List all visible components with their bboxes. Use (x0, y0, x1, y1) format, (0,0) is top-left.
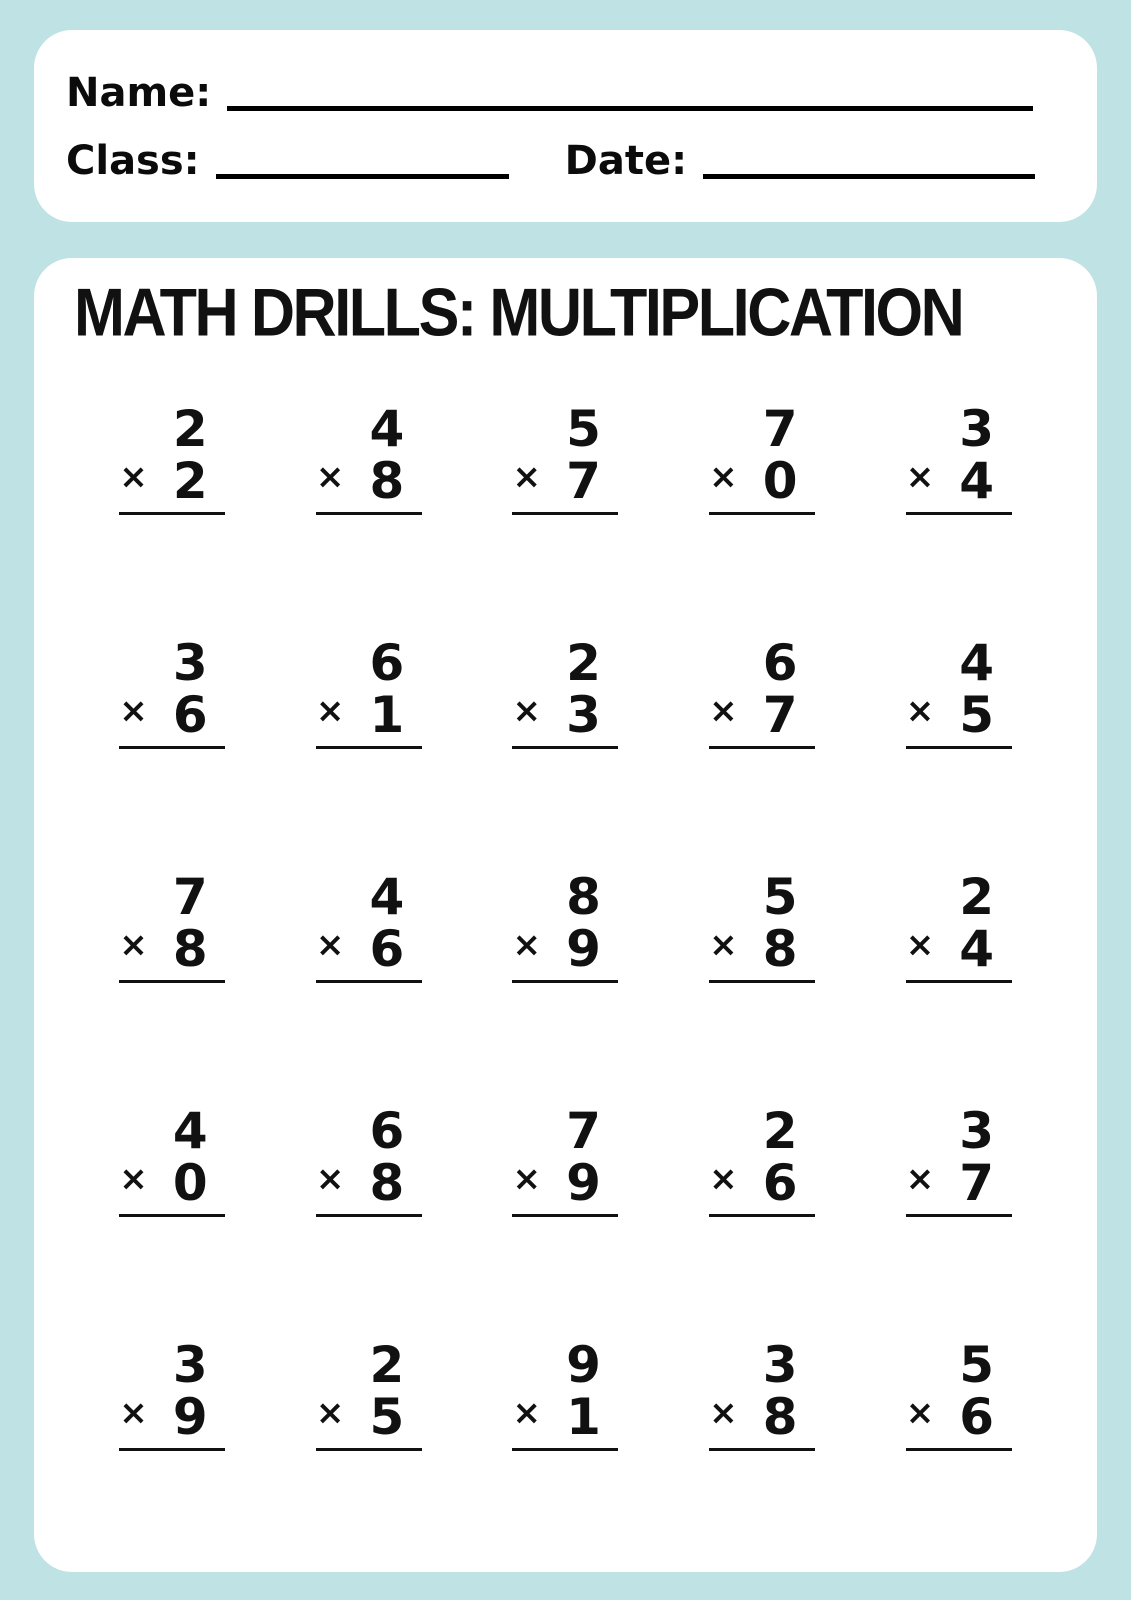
problem-11 (119, 868, 225, 983)
multiplier-row (709, 1154, 815, 1212)
multiplicand: 4 (369, 400, 405, 458)
problem-25 (905, 1336, 1012, 1451)
problem-6 (119, 634, 225, 749)
multiply-icon: × (905, 457, 935, 498)
multiplicand: 6 (369, 634, 405, 692)
multiplier-row (905, 1154, 1012, 1212)
problem-17 (315, 1102, 422, 1217)
multiplier: 3 (566, 686, 601, 744)
multiplier-row (512, 686, 618, 744)
multiplier: 8 (172, 920, 208, 978)
multiplicand: 7 (172, 868, 208, 926)
multiplier: 5 (369, 1388, 405, 1446)
multiplier: 1 (369, 686, 405, 744)
multiplier-row (119, 452, 225, 510)
multiplicand: 4 (369, 868, 405, 926)
multiplier-row (315, 1154, 422, 1212)
answer-line (316, 1214, 422, 1217)
multiplier-row (315, 1388, 422, 1446)
answer-line (316, 1448, 422, 1451)
multiply-icon: × (119, 1393, 148, 1434)
answer-line (119, 1214, 225, 1217)
multiplicand: 7 (566, 1102, 601, 1160)
multiply-icon: × (119, 1159, 148, 1200)
answer-line (709, 746, 815, 749)
multiply-icon: × (315, 925, 345, 966)
multiplicand: 5 (959, 1336, 995, 1394)
multiplier-row (905, 1388, 1012, 1446)
multiplier: 9 (566, 1154, 601, 1212)
answer-line (119, 1448, 225, 1451)
problem-14 (709, 868, 815, 983)
problem-5 (905, 400, 1012, 515)
multiply-icon: × (119, 691, 148, 732)
multiplier: 7 (959, 1154, 995, 1212)
multiplier: 7 (566, 452, 601, 510)
answer-line (316, 746, 422, 749)
multiplicand: 3 (959, 400, 995, 458)
multiplier-row (315, 686, 422, 744)
multiplier: 9 (566, 920, 601, 978)
date-label: Date: (564, 138, 688, 184)
multiplier: 4 (959, 452, 995, 510)
answer-line (119, 746, 225, 749)
name-write-in-line (227, 96, 1033, 111)
multiplier-row (512, 452, 618, 510)
multiplier: 8 (762, 920, 798, 978)
multiplier-row (315, 452, 422, 510)
multiplier: 8 (369, 452, 405, 510)
answer-line (906, 1448, 1012, 1451)
answer-line (316, 980, 422, 983)
problem-19 (709, 1102, 815, 1217)
multiplier-row (119, 1388, 225, 1446)
answer-line (512, 746, 618, 749)
problem-7 (315, 634, 422, 749)
multiplier-row (709, 452, 815, 510)
multiply-icon: × (709, 457, 738, 498)
problem-2 (315, 400, 422, 515)
multiply-icon: × (119, 925, 148, 966)
problem-18 (512, 1102, 618, 1217)
answer-line (512, 1448, 618, 1451)
answer-line (512, 1214, 618, 1217)
problems-card (34, 258, 1097, 1572)
multiplicand: 6 (369, 1102, 405, 1160)
multiply-icon: × (512, 1159, 541, 1200)
name-label: Name: (66, 70, 212, 116)
multiply-icon: × (512, 925, 541, 966)
worksheet-title: MATH DRILLS: MULTIPLICATION (74, 275, 963, 351)
multiplicand: 6 (762, 634, 798, 692)
problem-1 (119, 400, 225, 515)
multiplier: 6 (172, 686, 208, 744)
answer-line (906, 980, 1012, 983)
class-write-in-line (216, 164, 509, 179)
multiplier: 5 (959, 686, 995, 744)
answer-line (709, 1214, 815, 1217)
multiplicand: 4 (959, 634, 995, 692)
multiplicand: 9 (566, 1336, 601, 1394)
multiplier-row (512, 1388, 618, 1446)
multiplier: 7 (762, 686, 798, 744)
answer-line (709, 980, 815, 983)
multiplicand: 3 (172, 634, 208, 692)
multiply-icon: × (905, 1393, 935, 1434)
multiply-icon: × (119, 457, 148, 498)
multiplier-row (119, 920, 225, 978)
multiplier: 8 (762, 1388, 798, 1446)
multiplicand: 3 (959, 1102, 995, 1160)
multiplier-row (709, 920, 815, 978)
problem-10 (905, 634, 1012, 749)
multiplicand: 5 (762, 868, 798, 926)
multiplier: 4 (959, 920, 995, 978)
problem-3 (512, 400, 618, 515)
multiplicand: 2 (762, 1102, 798, 1160)
multiplier: 2 (172, 452, 208, 510)
problem-24 (709, 1336, 815, 1451)
multiplier: 6 (959, 1388, 995, 1446)
multiplicand: 2 (369, 1336, 405, 1394)
problem-16 (119, 1102, 225, 1217)
multiply-icon: × (709, 691, 738, 732)
multiply-icon: × (905, 691, 935, 732)
multiply-icon: × (905, 1159, 935, 1200)
multiplicand: 3 (172, 1336, 208, 1394)
multiplier: 9 (172, 1388, 208, 1446)
multiplicand: 2 (172, 400, 208, 458)
problem-12 (315, 868, 422, 983)
answer-line (512, 512, 618, 515)
multiply-icon: × (905, 925, 935, 966)
multiply-icon: × (315, 457, 345, 498)
multiplier-row (905, 686, 1012, 744)
answer-line (906, 746, 1012, 749)
multiplier: 6 (762, 1154, 798, 1212)
problem-23 (512, 1336, 618, 1451)
class-label: Class: (66, 138, 200, 184)
multiply-icon: × (709, 1159, 738, 1200)
multiplier-row (905, 920, 1012, 978)
answer-line (906, 512, 1012, 515)
answer-line (709, 512, 815, 515)
problem-13 (512, 868, 618, 983)
multiplicand: 4 (172, 1102, 208, 1160)
date-write-in-line (703, 164, 1035, 179)
multiplicand: 3 (762, 1336, 798, 1394)
answer-line (119, 980, 225, 983)
student-info-card (34, 30, 1097, 222)
multiplier: 8 (369, 1154, 405, 1212)
multiplier-row (709, 686, 815, 744)
multiplier: 6 (369, 920, 405, 978)
multiplier-row (905, 452, 1012, 510)
multiplier-row (119, 1154, 225, 1212)
multiplicand: 8 (566, 868, 601, 926)
multiplier-row (512, 920, 618, 978)
problem-21 (119, 1336, 225, 1451)
answer-line (709, 1448, 815, 1451)
multiply-icon: × (512, 691, 541, 732)
problem-8 (512, 634, 618, 749)
multiplier-row (709, 1388, 815, 1446)
problems-grid (74, 400, 1057, 1451)
problem-9 (709, 634, 815, 749)
answer-line (119, 512, 225, 515)
answer-line (906, 1214, 1012, 1217)
multiplier-row (512, 1154, 618, 1212)
multiply-icon: × (315, 691, 345, 732)
multiply-icon: × (512, 1393, 541, 1434)
answer-line (316, 512, 422, 515)
multiply-icon: × (709, 925, 738, 966)
multiply-icon: × (709, 1393, 738, 1434)
problem-4 (709, 400, 815, 515)
multiply-icon: × (315, 1393, 345, 1434)
multiply-icon: × (512, 457, 541, 498)
multiplicand: 5 (566, 400, 601, 458)
multiplier: 1 (566, 1388, 601, 1446)
multiplicand: 2 (566, 634, 601, 692)
multiply-icon: × (315, 1159, 345, 1200)
multiplicand: 7 (762, 400, 798, 458)
multiplier: 0 (172, 1154, 208, 1212)
multiplier-row (119, 686, 225, 744)
multiplier: 0 (762, 452, 798, 510)
problem-20 (905, 1102, 1012, 1217)
name-row (66, 68, 1065, 114)
problem-15 (905, 868, 1012, 983)
class-date-row (66, 136, 1065, 182)
multiplicand: 2 (959, 868, 995, 926)
problem-22 (315, 1336, 422, 1451)
multiplier-row (315, 920, 422, 978)
answer-line (512, 980, 618, 983)
